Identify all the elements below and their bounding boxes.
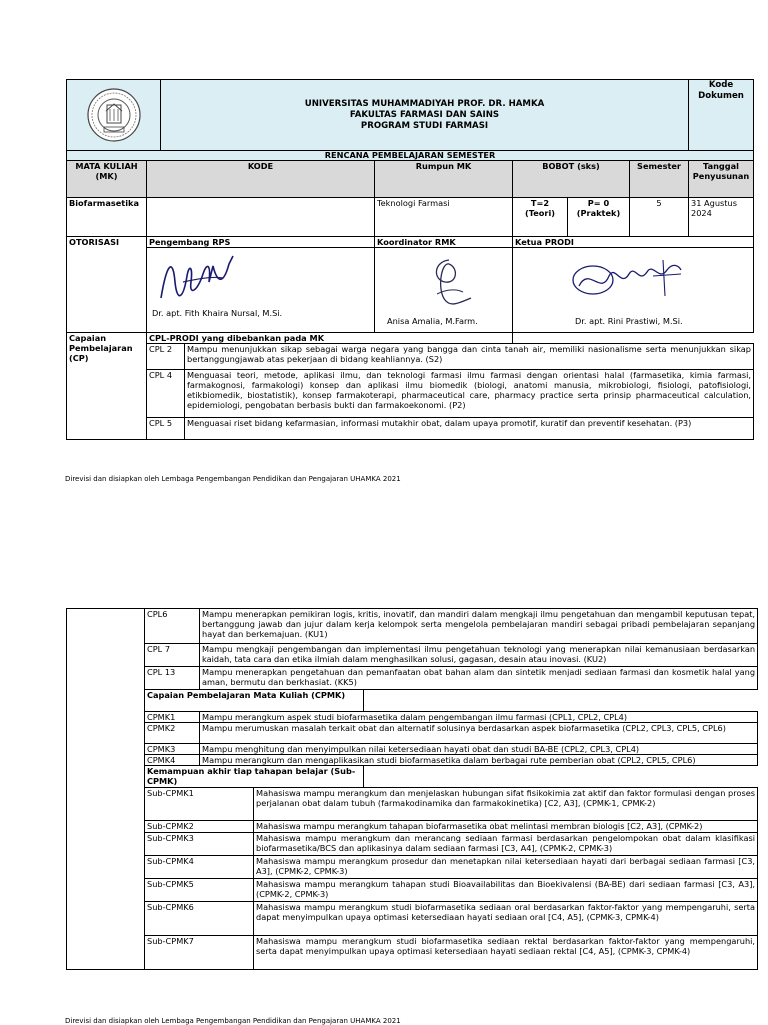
subcpmk-code: Sub-CPMK6 [145, 902, 254, 936]
rps-table-page1 [66, 79, 754, 440]
course-rumpun: Teknologi Farmasi [375, 198, 513, 237]
subcpmk-code: Sub-CPMK4 [145, 856, 254, 879]
col-mk: MATA KULIAH (MK) [67, 161, 147, 198]
faculty-name: FAKULTAS FARMASI DAN SAINS [349, 109, 500, 120]
col-bobot: BOBOT (sks) [513, 161, 630, 198]
signature-pengembang-icon [153, 252, 263, 308]
subcpmk-code: Sub-CPMK7 [145, 936, 254, 970]
ketua-signature-cell [513, 248, 754, 333]
subcpmk-text: Mahasiswa mampu merangkum tahapan studi Bioavailabilitas dan Bioekivalensi (BA-BE) dari sediaan farmasi [C3, A3], (CPMK-2, CPMK-3) [254, 879, 758, 902]
cpl-code: CPL 13 [145, 667, 200, 690]
semester-value: 5 [630, 198, 689, 237]
otorisasi-label: OTORISASI [67, 237, 147, 333]
subcpmk-header: Kemampuan akhir tiap tahapan belajar (Sub-CPMK) [145, 766, 364, 788]
bobot-teori-value: T=2 [530, 198, 550, 208]
col-rumpun: Rumpun MK [375, 161, 513, 198]
subcpmk-text: Mahasiswa mampu merangkum tahapan biofarmasetika obat melintasi membran biologis [C2, A3], (CPMK-2) [254, 821, 758, 833]
subcpmk-text: Mahasiswa mampu merangkum dan menjelaskan hubungan sifat fisikokimia zat aktif dan faktor formulasi dengan proses perjalanan obat dalam tubuh (farmakodinamika dan farmakokinetika) [C2, A3], (CPMK-1, CPMK-2) [254, 788, 758, 821]
bobot-teori-label: (Teori) [524, 208, 555, 218]
doc-code-label: Kode Dokumen [689, 80, 754, 151]
bobot-praktek-value: P= 0 [587, 198, 610, 208]
ketua-label: Ketua PRODI [513, 237, 754, 248]
cpl-text: Mampu mengkaji pengembangan dan implementasi ilmu pengetahuan teknologi yang menerapkan nilai kemanusiaan berdasarkan kaidah, tata cara dan etika ilmiah dalam menghasilkan solusi, gagasan, desain atau inovasi. (KU2) [200, 644, 758, 667]
cpl-text: Menguasai teori, metode, aplikasi ilmu, dan teknologi farmasi ilmu farmasi dengan orientasi halal (farmasetika, kimia farmasi, farmakognosi, farmakologi) konsep dan aplikasi ilmu biomedik (biologi, anatomi manusia, mikrobiologi, fisiologi, patofisiologi, etikbiomedik, biostatistik), konsep farmakoterapi, pharmaceutical care, pharmacy practice serta prinsip pharmaceutical calculation, epidemiologi, pengobatan berbasis bukti dan farmakoekonomi. (P2) [185, 370, 754, 418]
bobot-teori [513, 198, 568, 237]
program-name: PROGRAM STUDI FARMASI [360, 120, 489, 131]
cpmk-text: Mampu menghitung dan menyimpulkan nilai ketersediaan hayati obat dan studi BA-BE (CPL2, CPL3, CPL4) [200, 744, 758, 755]
subcpmk-text: Mahasiswa mampu merangkum prosedur dan menetapkan nilai ketersediaan hayati dari berbagai sediaan farmasi [C3, A3], (CPMK-2, CPMK-3) [254, 856, 758, 879]
cpl-code: CPL6 [145, 609, 200, 644]
koordinator-label: Koordinator RMK [375, 237, 513, 248]
cpl-code: CPL 7 [145, 644, 200, 667]
ketua-name: Dr. apt. Rini Prastiwi, M.Si. [575, 316, 683, 326]
cpl-text: Menguasai riset bidang kefarmasian, informasi mutakhir obat, dalam upaya promotif, kuratif dan preventif kesehatan. (P3) [185, 418, 754, 440]
rps-title: RENCANA PEMBELAJARAN SEMESTER [67, 151, 754, 161]
subcpmk-text: Mahasiswa mampu merangkum dan merancang sediaan farmasi berdasarkan pengelompokan obat dalam klasifikasi biofarmasetika/BCS dan aplikasinya dalam sediaan farmasi [C3, A4], (CPMK-2, CPMK-3) [254, 833, 758, 856]
col-tanggal: Tanggal Penyusunan [689, 161, 754, 198]
cpl-header: CPL-PRODI yang dibebankan pada MK [147, 333, 513, 344]
institution-header [161, 80, 689, 151]
tanggal-value: 31 Agustus 2024 [689, 198, 754, 237]
cpmk-code: CPMK1 [145, 712, 200, 723]
bobot-praktek [568, 198, 630, 237]
signature-koordinator-icon [419, 254, 479, 314]
course-code [147, 198, 375, 237]
koordinator-name: Anisa Amalia, M.Farm. [387, 316, 478, 326]
cpmk-code: CPMK2 [145, 723, 200, 744]
pengembang-label: Pengembang RPS [147, 237, 375, 248]
subcpmk-code: Sub-CPMK3 [145, 833, 254, 856]
rps-table-page2 [66, 608, 758, 970]
subcpmk-text: Mahasiswa mampu merangkum studi biofarmasetika sediaan oral berdasarkan faktor-faktor yang mempengaruhi, serta dapat menyimpulkan upaya optimasi ketersediaan hayati sediaan oral [C4, A5], (CPMK-3, CPMK-4) [254, 902, 758, 936]
subcpmk-code: Sub-CPMK5 [145, 879, 254, 902]
cpmk-code: CPMK3 [145, 744, 200, 755]
course-name: Biofarmasetika [67, 198, 147, 237]
col-kode: KODE [147, 161, 375, 198]
cpl-code: CPL 5 [147, 418, 185, 440]
cpl-code: CPL 4 [147, 370, 185, 418]
cpl-code: CPL 2 [147, 344, 185, 370]
cpl-text: Mampu menunjukkan sikap sebagai warga negara yang bangga dan cinta tanah air, memiliki nasionalisme serta menunjukkan sikap bertanggungjawab atas pekerjaan di bidang keahliannya. (S2) [185, 344, 754, 370]
page-footer: Direvisi dan disiapkan oleh Lembaga Pengembangan Pendidikan dan Pengajaran UHAMKA 2021 [65, 475, 401, 483]
cpl-text: Mampu menerapkan pengetahuan dan pemanfaatan obat bahan alam dan sintetik menjadi sediaan farmasi dan kosmetik halal yang aman, bermutu dan berkhasiat. (KK5) [200, 667, 758, 690]
cpmk-header: Capaian Pembelajaran Mata Kuliah (CPMK) [145, 690, 364, 712]
subcpmk-code: Sub-CPMK1 [145, 788, 254, 821]
pengembang-signature-cell [147, 248, 375, 333]
cp-label: Capaian Pembelajaran (CP) [67, 333, 147, 440]
bobot-praktek-label: (Praktek) [576, 208, 621, 218]
page-footer: Direvisi dan disiapkan oleh Lembaga Pengembangan Pendidikan dan Pengajaran UHAMKA 2021 [65, 1017, 401, 1025]
cpmk-text: Mampu merangkum aspek studi biofarmasetika dalam pengembangan ilmu farmasi (CPL1, CPL2, CPL4) [200, 712, 758, 723]
koordinator-signature-cell [375, 248, 513, 333]
cpmk-text: Mampu merumuskan masalah terkait obat dan alternatif solusinya berdasarkan aspek biofarmasetika (CPL2, CPL3, CPL5, CPL6) [200, 723, 758, 744]
logo-cell [67, 80, 161, 151]
cpl-text: Mampu menerapkan pemikiran logis, kritis, inovatif, dan mandiri dalam mengkaji ilmu pengetahuan dan mengambil keputusan tepat, bertanggung jawab dan jujur dalam kerja kelompok serta mengelola pembelajaran mandiri sebagai pribadi pembelajaran sepanjang hayat dan berkemajuan. (KU1) [200, 609, 758, 644]
university-name: UNIVERSITAS MUHAMMADIYAH PROF. DR. HAMKA [304, 98, 545, 109]
pengembang-name: Dr. apt. Fith Khaira Nursal, M.Si. [152, 308, 283, 318]
subcpmk-text: Mahasiswa mampu merangkum studi biofarmasetika sediaan rektal berdasarkan faktor-faktor yang mempengaruhi, serta dapat menyimpulkan upaya optimasi ketersediaan hayati sediaan rektal [C4, A5], (CPMK-3, CPMK-4) [254, 936, 758, 970]
signature-ketua-icon [569, 256, 709, 302]
cpmk-text: Mampu merangkum dan mengaplikasikan studi biofarmasetika dalam berbagai rute pemberian obat (CPL2, CPL5, CPL6) [200, 755, 758, 766]
cpmk-code: CPMK4 [145, 755, 200, 766]
subcpmk-code: Sub-CPMK2 [145, 821, 254, 833]
university-seal-icon [86, 87, 142, 143]
col-semester: Semester [630, 161, 689, 198]
